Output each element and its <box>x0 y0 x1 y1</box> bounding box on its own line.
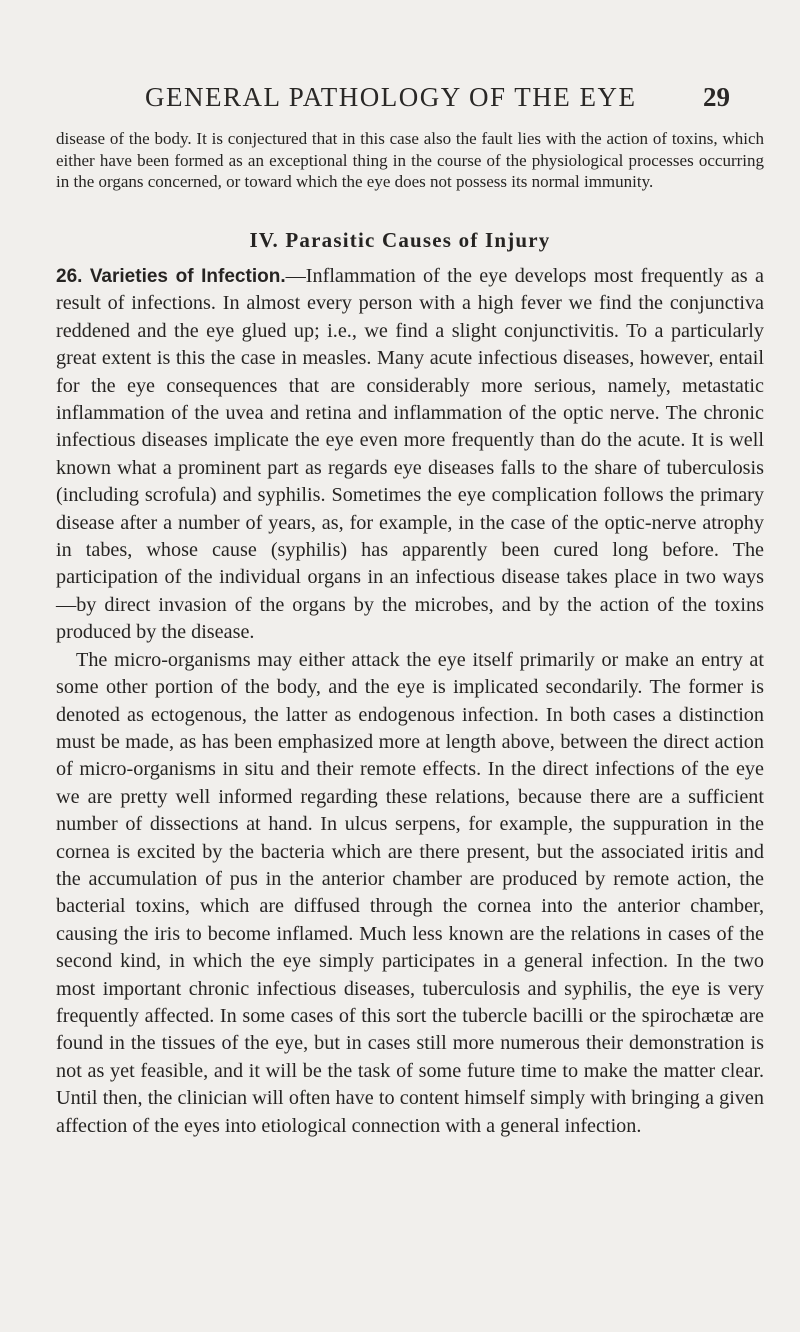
main-text <box>56 263 764 1140</box>
intro-paragraph: disease of the body. It is conjectured that in this case also the fault lies with the action of toxins, which either have been formed as an exceptional thing in the course of the physiological processes occurring in the organs concerned, or toward which the eye does not possess its normal immunity. <box>56 129 764 191</box>
section-heading-text: IV. Parasitic Causes of Injury <box>249 228 551 252</box>
section-heading <box>0 228 800 253</box>
paragraph-26 <box>56 263 764 647</box>
running-head <box>0 82 800 116</box>
paragraph-micro-organisms: The micro-organisms may either attack the eye itself primarily or make an entry at some other portion of the body, and the eye is implicated secondarily. The former is denoted as ectogenous, the latter as endogenous infection. In both cases a distinction must be made, as has been emphasized more at length above, between the direct action of micro-organisms in situ and their remote effects. In the direct infections of the eye we are pretty well informed regarding these relations, because there are a sufficient number of dissections at hand. In ulcus serpens, for example, the suppuration in the cornea is excited by the bacteria which are there present, but the associated iritis and the accumulation of pus in the anterior chamber are produced by remote action, the bacterial toxins, which are diffused through the cornea into the anterior chamber, causing the iris to become inflamed. Much less known are the relations in cases of the second kind, in which the eye simply participates in a general infection. In the two most important chronic infectious diseases, tuberculosis and syphilis, the eye is very frequently affected. In some cases of this sort the tubercle bacilli or the spirochætæ are found in the tissues of the eye, but in cases still more numerous their demonstration is not as yet feasible, and it will be the task of some future time to make the matter clear. Until then, the clinician will often have to content himself simply with bringing a given affection of the eyes into etiological connection with a general infection. <box>56 648 764 1137</box>
paragraph-title: Varieties of Infection. <box>89 266 286 287</box>
paragraph-number: 26. <box>56 266 83 287</box>
page-number: 29 <box>703 82 730 112</box>
paragraph-26-text: —Inflammation of the eye develops most frequently as a result of infections. In almost every person with a high fever we find the conjunctiva reddened and the eye glued up; i.e., we find a slight conjunctivitis. To a particularly great extent is this the case in measles. Many acute infectious diseases, however, entail for the eye consequences that are considerably more serious, namely, metastatic inflammation of the uvea and retina and inflammation of the optic nerve. The chronic infectious diseases implicate the eye even more frequently than do the acute. It is well known what a prominent part as regards eye diseases falls to the share of tuberculosis (including scrofula) and syphilis. Sometimes the eye complication follows the primary disease after a number of years, as, for example, in the case of the optic-nerve atrophy in tabes, whose cause (syphilis) has apparently been cured long before. The participation of the individual organs in an infectious disease takes place in two ways—by direct invasion of the organs by the microbes, and by the action of the toxins produced by the disease. <box>56 265 764 644</box>
running-head-title: GENERAL PATHOLOGY OF THE EYE <box>145 82 637 112</box>
